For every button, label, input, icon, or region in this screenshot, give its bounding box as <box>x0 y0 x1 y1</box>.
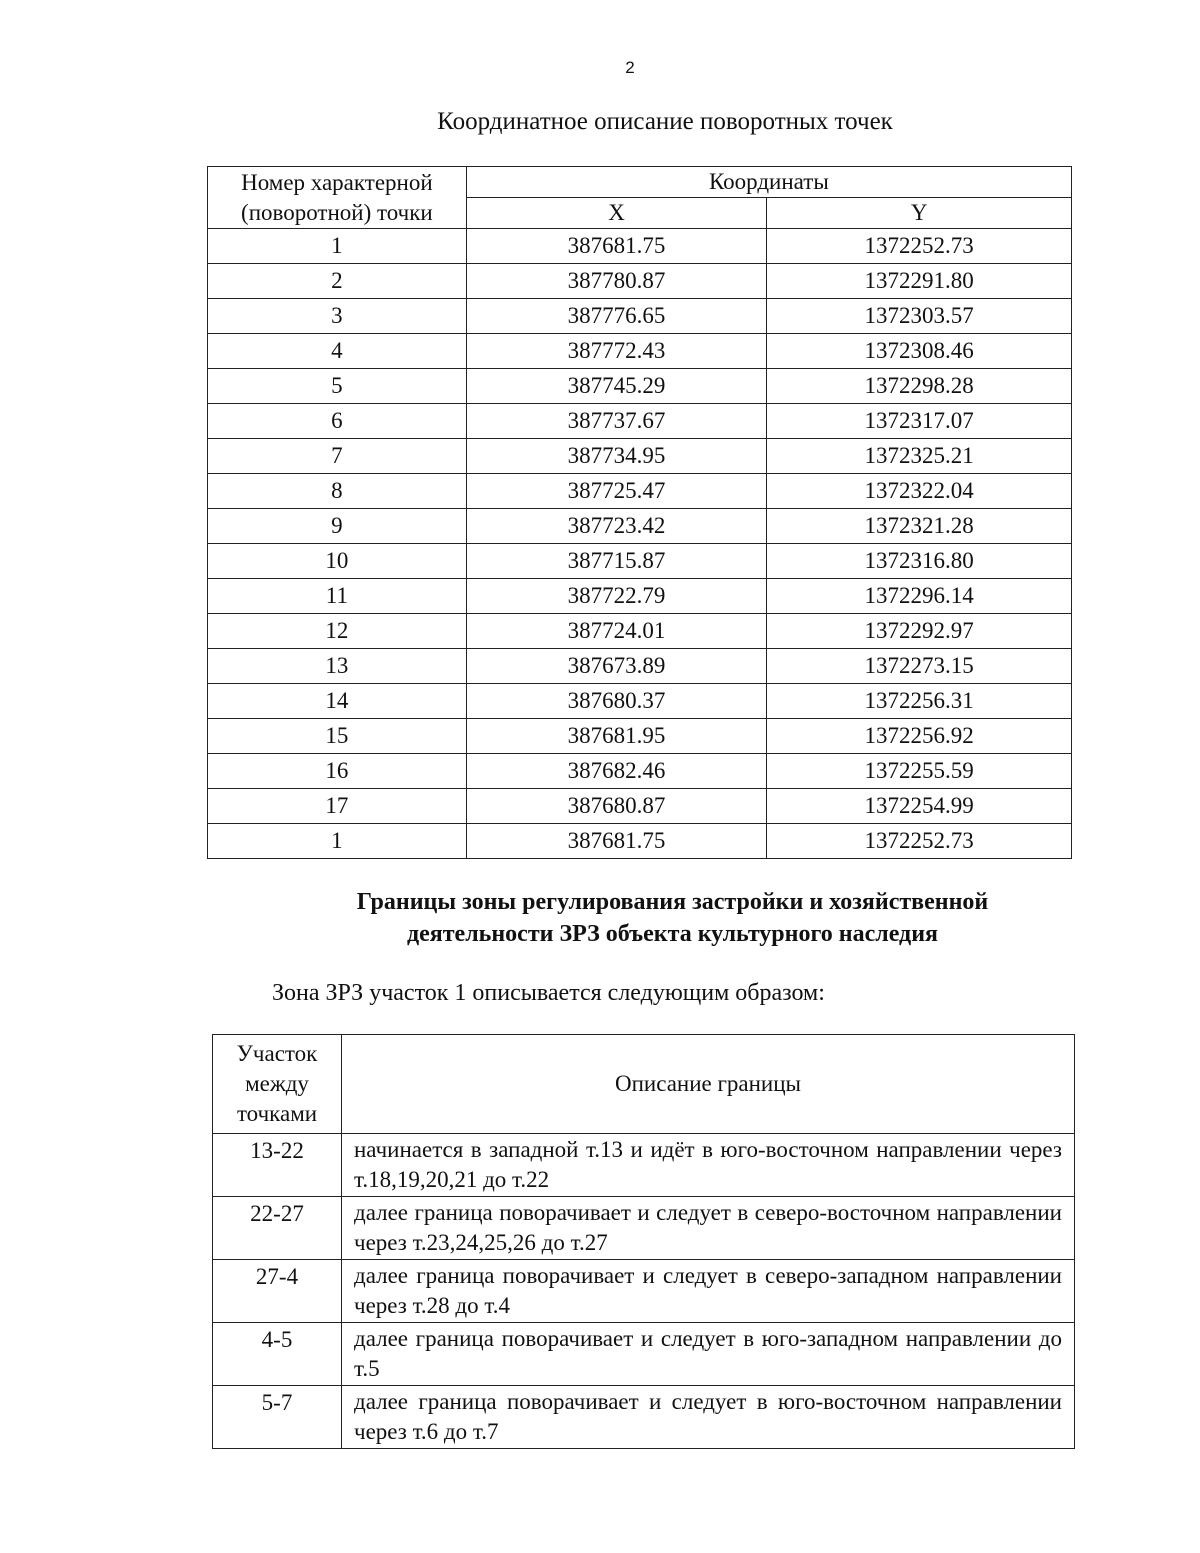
x-header: X <box>466 198 767 229</box>
y-coordinate-cell: 1372316.80 <box>767 544 1072 579</box>
x-coordinate-cell: 387680.87 <box>466 789 767 824</box>
point-number-cell: 6 <box>208 404 467 439</box>
point-number-cell: 9 <box>208 509 467 544</box>
description-cell: начинается в западной т.13 и идёт в юго-восточном направлении через т.18,19,20,21 до т.22 <box>342 1134 1075 1197</box>
page-number: 2 <box>625 58 635 77</box>
table-row <box>213 1134 1075 1197</box>
y-coordinate-cell: 1372252.73 <box>767 229 1072 264</box>
y-coordinate-cell: 1372296.14 <box>767 579 1072 614</box>
table-row <box>208 824 1072 859</box>
x-coordinate-cell: 387681.95 <box>466 719 767 754</box>
segment-header-line1: Участок <box>236 1041 318 1066</box>
y-coordinate-cell: 1372273.15 <box>767 649 1072 684</box>
point-number-cell: 15 <box>208 719 467 754</box>
table-row <box>208 369 1072 404</box>
x-coordinate-cell: 387715.87 <box>466 544 767 579</box>
point-header-line2: (поворотной) точки <box>241 199 433 225</box>
table-row <box>208 404 1072 439</box>
table-row <box>208 579 1072 614</box>
point-header-line1: Номер характерной <box>241 169 433 195</box>
segment-cell: 27-4 <box>213 1260 342 1323</box>
coordinates-table <box>207 166 1072 859</box>
point-number-cell: 12 <box>208 614 467 649</box>
point-number-cell: 3 <box>208 299 467 334</box>
table-row <box>208 474 1072 509</box>
point-number-cell: 17 <box>208 789 467 824</box>
x-coordinate-cell: 387745.29 <box>466 369 767 404</box>
table-row <box>213 1260 1075 1323</box>
description-header: Описание границы <box>342 1035 1075 1134</box>
table-row <box>208 754 1072 789</box>
zone-title <box>0 886 1200 950</box>
coordinates-title: Координатное описание поворотных точек <box>437 108 893 135</box>
segment-cell: 5-7 <box>213 1386 342 1449</box>
segment-header <box>213 1035 342 1134</box>
y-coordinate-cell: 1372308.46 <box>767 334 1072 369</box>
x-coordinate-cell: 387724.01 <box>466 614 767 649</box>
y-coordinate-cell: 1372252.73 <box>767 824 1072 859</box>
y-coordinate-cell: 1372292.97 <box>767 614 1072 649</box>
description-cell: далее граница поворачивает и следует в юго-восточном направлении через т.6 до т.7 <box>342 1386 1075 1449</box>
table-row <box>208 264 1072 299</box>
point-number-cell: 5 <box>208 369 467 404</box>
description-cell: далее граница поворачивает и следует в северо-западном направлении через т.28 до т.4 <box>342 1260 1075 1323</box>
x-coordinate-cell: 387772.43 <box>466 334 767 369</box>
y-coordinate-cell: 1372303.57 <box>767 299 1072 334</box>
x-coordinate-cell: 387776.65 <box>466 299 767 334</box>
boundary-table <box>212 1034 1075 1449</box>
x-coordinate-cell: 387681.75 <box>466 229 767 264</box>
y-coordinate-cell: 1372254.99 <box>767 789 1072 824</box>
segment-cell: 4-5 <box>213 1323 342 1386</box>
x-coordinate-cell: 387680.37 <box>466 684 767 719</box>
zone-title-line2: деятельности ЗРЗ объекта культурного наследия <box>406 921 939 947</box>
y-coordinate-cell: 1372298.28 <box>767 369 1072 404</box>
table-row <box>208 439 1072 474</box>
table-row <box>208 229 1072 264</box>
x-coordinate-cell: 387682.46 <box>466 754 767 789</box>
table-row <box>208 614 1072 649</box>
point-number-cell: 16 <box>208 754 467 789</box>
point-number-cell: 1 <box>208 229 467 264</box>
point-number-cell: 11 <box>208 579 467 614</box>
y-coordinate-cell: 1372317.07 <box>767 404 1072 439</box>
x-coordinate-cell: 387722.79 <box>466 579 767 614</box>
table-row <box>208 684 1072 719</box>
point-number-header <box>208 167 467 229</box>
y-header: Y <box>767 198 1072 229</box>
x-coordinate-cell: 387723.42 <box>466 509 767 544</box>
y-coordinate-cell: 1372322.04 <box>767 474 1072 509</box>
point-number-cell: 4 <box>208 334 467 369</box>
x-coordinate-cell: 387734.95 <box>466 439 767 474</box>
y-coordinate-cell: 1372321.28 <box>767 509 1072 544</box>
table-row <box>208 544 1072 579</box>
point-number-cell: 2 <box>208 264 467 299</box>
y-coordinate-cell: 1372325.21 <box>767 439 1072 474</box>
point-number-cell: 10 <box>208 544 467 579</box>
point-number-cell: 7 <box>208 439 467 474</box>
x-coordinate-cell: 387725.47 <box>466 474 767 509</box>
point-number-cell: 13 <box>208 649 467 684</box>
y-coordinate-cell: 1372291.80 <box>767 264 1072 299</box>
table-row <box>213 1323 1075 1386</box>
zone-title-line1: Границы зоны регулирования застройки и хозяйственной <box>356 889 989 915</box>
table-row <box>213 1197 1075 1260</box>
table-row <box>208 649 1072 684</box>
point-number-cell: 14 <box>208 684 467 719</box>
table-row <box>208 299 1072 334</box>
zone-intro: Зона ЗРЗ участок 1 описывается следующим образом: <box>272 980 825 1006</box>
point-number-cell: 8 <box>208 474 467 509</box>
x-coordinate-cell: 387780.87 <box>466 264 767 299</box>
segment-header-line3: точками <box>236 1101 318 1126</box>
table-row <box>208 334 1072 369</box>
x-coordinate-cell: 387673.89 <box>466 649 767 684</box>
x-coordinate-cell: 387737.67 <box>466 404 767 439</box>
table-row <box>208 509 1072 544</box>
y-coordinate-cell: 1372256.31 <box>767 684 1072 719</box>
x-coordinate-cell: 387681.75 <box>466 824 767 859</box>
y-coordinate-cell: 1372256.92 <box>767 719 1072 754</box>
segment-cell: 13-22 <box>213 1134 342 1197</box>
table-row <box>213 1386 1075 1449</box>
coordinates-header: Координаты <box>466 167 1071 198</box>
segment-header-line2: между <box>245 1071 309 1096</box>
description-cell: далее граница поворачивает и следует в юго-западном направлении до т.5 <box>342 1323 1075 1386</box>
description-cell: далее граница поворачивает и следует в северо-восточном направлении через т.23,24,25,26 до т.27 <box>342 1197 1075 1260</box>
table-row <box>208 719 1072 754</box>
segment-cell: 22-27 <box>213 1197 342 1260</box>
point-number-cell: 1 <box>208 824 467 859</box>
y-coordinate-cell: 1372255.59 <box>767 754 1072 789</box>
table-row <box>208 789 1072 824</box>
